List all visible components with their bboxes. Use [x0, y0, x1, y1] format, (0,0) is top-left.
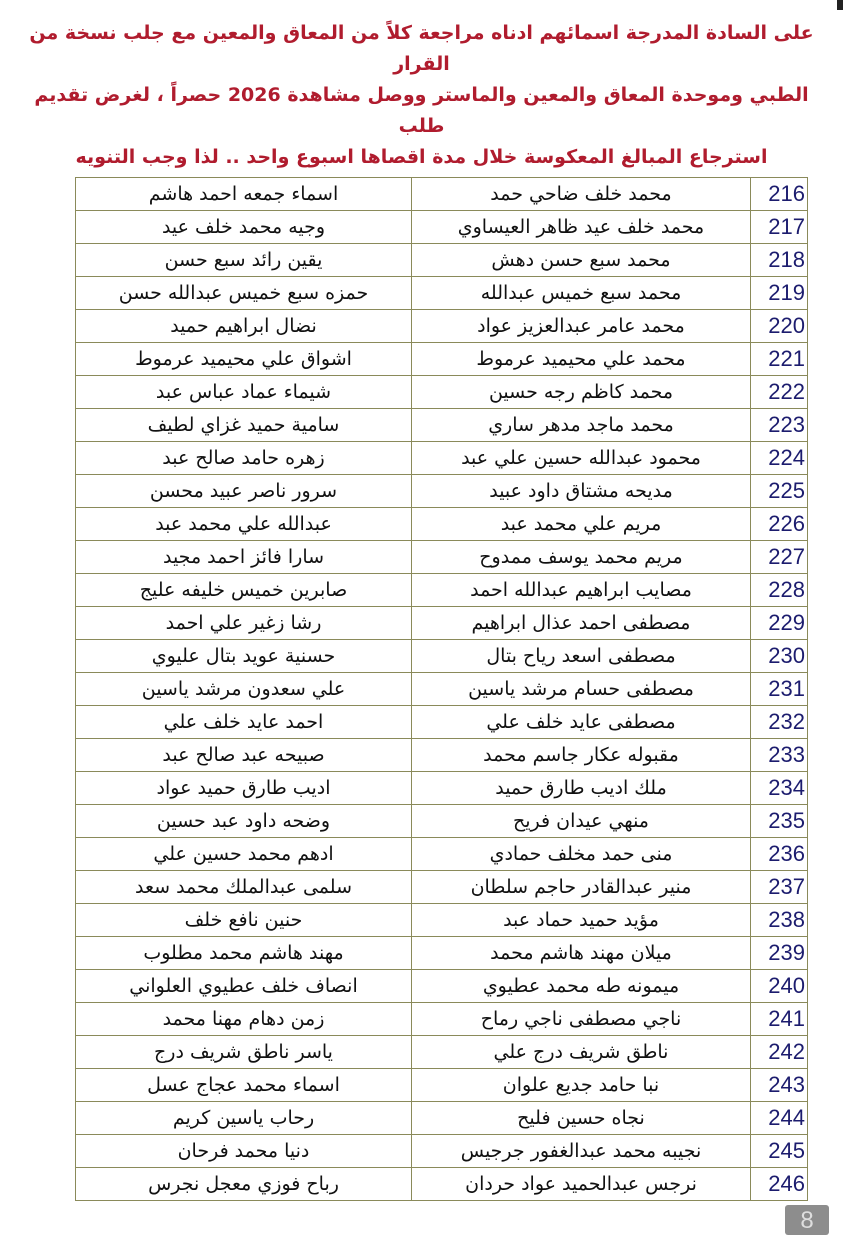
table-row [76, 970, 808, 1003]
row-number: 226 [751, 508, 808, 541]
row-number: 217 [751, 211, 808, 244]
row-number: 224 [751, 442, 808, 475]
caregiver-name: ادهم محمد حسين علي [76, 838, 412, 871]
table-row [76, 673, 808, 706]
table-row [76, 1135, 808, 1168]
caregiver-name: وضحه داود عبد حسين [76, 805, 412, 838]
caregiver-name: مهند هاشم محمد مطلوب [76, 937, 412, 970]
row-number: 242 [751, 1036, 808, 1069]
caregiver-name: حمزه سبع خميس عبدالله حسن [76, 277, 412, 310]
beneficiary-name: مقبوله عكار جاسم محمد [412, 739, 751, 772]
table-row [76, 376, 808, 409]
notice-line-3: استرجاع المبالغ المعكوسة خلال مدة اقصاها اسبوع واحد .. لذا وجب التنويه [75, 146, 768, 168]
caregiver-name: سلمى عبدالملك محمد سعد [76, 871, 412, 904]
caregiver-name: زهره حامد صالح عبد [76, 442, 412, 475]
beneficiary-name: محمد سبع خميس عبدالله [412, 277, 751, 310]
table-row [76, 871, 808, 904]
beneficiary-name: محمد علي محيميد عرموط [412, 343, 751, 376]
row-number: 239 [751, 937, 808, 970]
row-number: 221 [751, 343, 808, 376]
table-row [76, 1036, 808, 1069]
beneficiary-name: نجاه حسين فليح [412, 1102, 751, 1135]
names-table [75, 177, 808, 1201]
beneficiary-name: ميلان مهند هاشم محمد [412, 937, 751, 970]
beneficiary-name: مديحه مشتاق داود عبيد [412, 475, 751, 508]
page-number-row [0, 1205, 843, 1235]
beneficiary-name: محمد سبع حسن دهش [412, 244, 751, 277]
caregiver-name: عبدالله علي محمد عبد [76, 508, 412, 541]
row-number: 229 [751, 607, 808, 640]
row-number: 230 [751, 640, 808, 673]
row-number: 240 [751, 970, 808, 1003]
caregiver-name: رحاب ياسين كريم [76, 1102, 412, 1135]
row-number: 232 [751, 706, 808, 739]
beneficiary-name: ميمونه طه محمد عطيوي [412, 970, 751, 1003]
caregiver-name: وجيه محمد خلف عيد [76, 211, 412, 244]
beneficiary-name: نبا حامد جديع علوان [412, 1069, 751, 1102]
caregiver-name: سامية حميد غزاي لطيف [76, 409, 412, 442]
row-number: 235 [751, 805, 808, 838]
caregiver-name: شيماء عماد عباس عبد [76, 376, 412, 409]
row-number: 219 [751, 277, 808, 310]
row-number: 245 [751, 1135, 808, 1168]
caregiver-name: يقين رائد سبع حسن [76, 244, 412, 277]
caregiver-name: اسماء محمد عجاج عسل [76, 1069, 412, 1102]
row-number: 244 [751, 1102, 808, 1135]
table-row [76, 574, 808, 607]
caregiver-name: رشا زغير علي احمد [76, 607, 412, 640]
table-row [76, 706, 808, 739]
row-number: 228 [751, 574, 808, 607]
caregiver-name: سرور ناصر عبيد محسن [76, 475, 412, 508]
notice-line-1: على السادة المدرجة اسمائهم ادناه مراجعة كلاً من المعاق والمعين مع جلب نسخة من القرار [29, 22, 814, 75]
table-row [76, 541, 808, 574]
table-row [76, 772, 808, 805]
caregiver-name: زمن دهام مهنا محمد [76, 1003, 412, 1036]
edge-mark [837, 0, 843, 10]
beneficiary-name: مريم محمد يوسف ممدوح [412, 541, 751, 574]
caregiver-name: رباح فوزي معجل نجرس [76, 1168, 412, 1201]
caregiver-name: اديب طارق حميد عواد [76, 772, 412, 805]
beneficiary-name: مريم علي محمد عبد [412, 508, 751, 541]
row-number: 246 [751, 1168, 808, 1201]
beneficiary-name: منير عبدالقادر حاجم سلطان [412, 871, 751, 904]
beneficiary-name: محمد عامر عبدالعزيز عواد [412, 310, 751, 343]
row-number: 238 [751, 904, 808, 937]
table-row [76, 739, 808, 772]
row-number: 241 [751, 1003, 808, 1036]
table-row [76, 937, 808, 970]
caregiver-name: صبيحه عبد صالح عبد [76, 739, 412, 772]
row-number: 223 [751, 409, 808, 442]
caregiver-name: احمد عايد خلف علي [76, 706, 412, 739]
table-row [76, 1168, 808, 1201]
beneficiary-name: مؤيد حميد حماد عبد [412, 904, 751, 937]
row-number: 234 [751, 772, 808, 805]
beneficiary-name: نرجس عبدالحميد عواد حردان [412, 1168, 751, 1201]
caregiver-name: علي سعدون مرشد ياسين [76, 673, 412, 706]
beneficiary-name: محمد خلف ضاحي حمد [412, 178, 751, 211]
caregiver-name: دنيا محمد فرحان [76, 1135, 412, 1168]
table-row [76, 178, 808, 211]
table-row [76, 607, 808, 640]
beneficiary-name: منى حمد مخلف حمادي [412, 838, 751, 871]
notice-header [20, 18, 823, 173]
table-row [76, 211, 808, 244]
table-row [76, 508, 808, 541]
table-row [76, 838, 808, 871]
caregiver-name: صابرين خميس خليفه عليج [76, 574, 412, 607]
table-row [76, 1102, 808, 1135]
table-row [76, 442, 808, 475]
table-row [76, 409, 808, 442]
row-number: 243 [751, 1069, 808, 1102]
table-row [76, 244, 808, 277]
row-number: 218 [751, 244, 808, 277]
table-row [76, 343, 808, 376]
beneficiary-name: مصطفى حسام مرشد ياسين [412, 673, 751, 706]
beneficiary-name: مصطفى اسعد رياح بتال [412, 640, 751, 673]
notice-line-2: الطبي وموحدة المعاق والمعين والماستر ووصل مشاهدة 2026 حصراً ، لغرض تقديم طلب [34, 84, 809, 137]
row-number: 231 [751, 673, 808, 706]
beneficiary-name: مصطفى عايد خلف علي [412, 706, 751, 739]
row-number: 227 [751, 541, 808, 574]
beneficiary-name: منهي عيدان فريح [412, 805, 751, 838]
table-row [76, 1003, 808, 1036]
row-number: 233 [751, 739, 808, 772]
table-row [76, 904, 808, 937]
caregiver-name: سارا فائز احمد مجيد [76, 541, 412, 574]
beneficiary-name: ناجي مصطفى ناجي رماح [412, 1003, 751, 1036]
table-row [76, 1069, 808, 1102]
caregiver-name: حنين نافع خلف [76, 904, 412, 937]
table-row [76, 310, 808, 343]
beneficiary-name: محمد كاظم رجه حسين [412, 376, 751, 409]
row-number: 236 [751, 838, 808, 871]
table-row [76, 277, 808, 310]
caregiver-name: انصاف خلف عطيوي العلواني [76, 970, 412, 1003]
table-row [76, 805, 808, 838]
caregiver-name: اسماء جمعه احمد هاشم [76, 178, 412, 211]
beneficiary-name: مصطفى احمد عذال ابراهيم [412, 607, 751, 640]
beneficiary-name: نجيبه محمد عبدالغفور جرجيس [412, 1135, 751, 1168]
caregiver-name: ياسر ناطق شريف درج [76, 1036, 412, 1069]
beneficiary-name: ملك اديب طارق حميد [412, 772, 751, 805]
beneficiary-name: ناطق شريف درج علي [412, 1036, 751, 1069]
caregiver-name: حسنية عويد بتال عليوي [76, 640, 412, 673]
page-number-badge: 8 [785, 1205, 829, 1235]
row-number: 225 [751, 475, 808, 508]
table-row [76, 640, 808, 673]
beneficiary-name: محمود عبدالله حسين علي عبد [412, 442, 751, 475]
caregiver-name: اشواق علي محيميد عرموط [76, 343, 412, 376]
row-number: 222 [751, 376, 808, 409]
row-number: 216 [751, 178, 808, 211]
row-number: 237 [751, 871, 808, 904]
caregiver-name: نضال ابراهيم حميد [76, 310, 412, 343]
beneficiary-name: محمد ماجد مدهر ساري [412, 409, 751, 442]
beneficiary-name: مصايب ابراهيم عبدالله احمد [412, 574, 751, 607]
table-row [76, 475, 808, 508]
beneficiary-name: محمد خلف عيد ظاهر العيساوي [412, 211, 751, 244]
row-number: 220 [751, 310, 808, 343]
